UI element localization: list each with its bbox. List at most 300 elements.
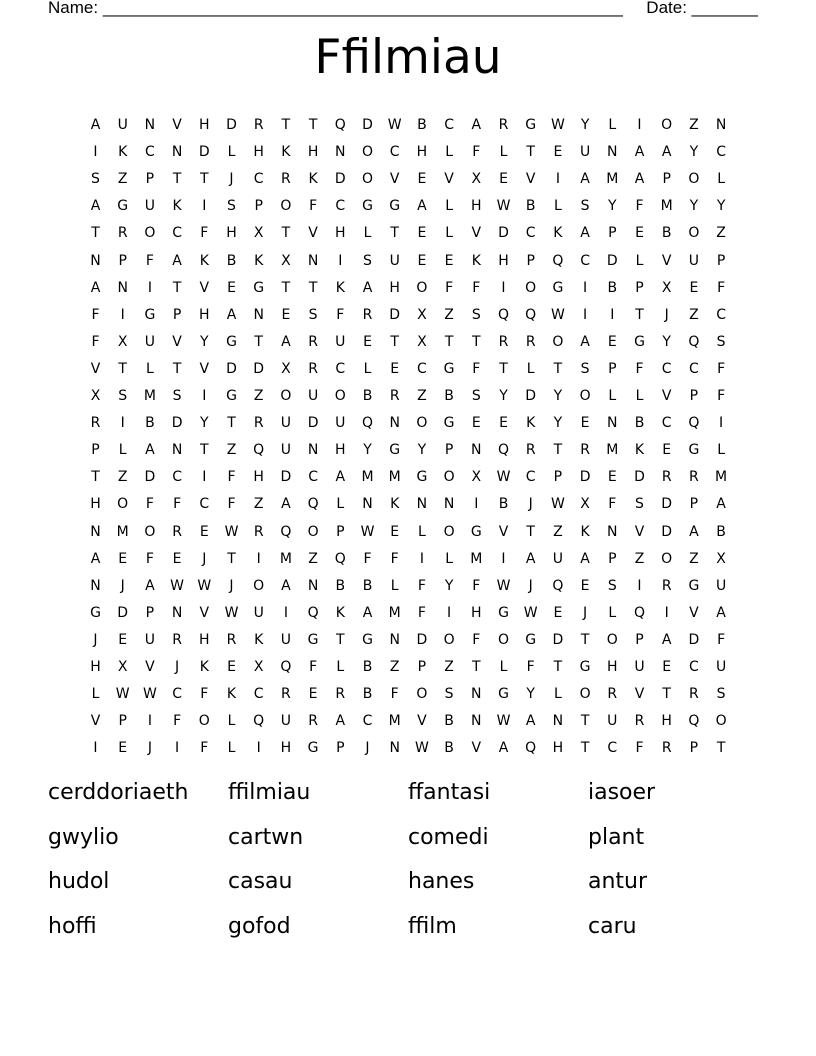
- grid-letter: K: [580, 523, 590, 540]
- grid-letter: L: [635, 388, 644, 404]
- name-blank[interactable]: _______________________________________________________: [102, 0, 623, 17]
- grid-letter: G: [362, 198, 373, 215]
- grid-letter: F: [173, 713, 182, 730]
- grid-letter: H: [498, 252, 509, 269]
- grid-letter: M: [715, 469, 728, 486]
- grid-letter: B: [607, 279, 618, 296]
- grid-letter: E: [227, 279, 236, 296]
- grid-letter: Y: [363, 442, 372, 459]
- grid-letter: R: [281, 171, 291, 188]
- grid-letter: R: [661, 740, 672, 757]
- grid-letter: T: [553, 360, 563, 377]
- grid-letter: A: [498, 740, 509, 757]
- grid-letter: B: [362, 686, 373, 703]
- grid-letter: K: [199, 252, 209, 269]
- grid-letter: A: [525, 550, 536, 567]
- grid-letter: G: [144, 306, 156, 323]
- grid-letter: N: [389, 740, 400, 757]
- grid-letter: K: [634, 442, 645, 459]
- grid-letter: T: [172, 279, 182, 296]
- grid-letter: A: [634, 171, 645, 188]
- grid-letter: O: [497, 631, 510, 648]
- grid-letter: C: [335, 198, 346, 215]
- grid-letter: L: [499, 144, 508, 161]
- grid-letter: L: [227, 713, 236, 730]
- grid-letter: W: [550, 496, 565, 513]
- grid-letter: G: [416, 469, 428, 486]
- grid-letter: V: [471, 225, 482, 242]
- grid-letter: Y: [553, 415, 563, 432]
- grid-letter: Z: [417, 388, 427, 404]
- grid-letter: A: [335, 469, 346, 486]
- grid-letter: O: [416, 279, 428, 296]
- grid-letter: D: [552, 631, 564, 648]
- grid-letter: E: [227, 659, 236, 675]
- grid-letter: R: [607, 686, 618, 703]
- grid-letter: L: [553, 686, 562, 703]
- word-bank-item: cartwn: [228, 824, 304, 850]
- grid-letter: D: [198, 144, 210, 161]
- grid-letter: P: [91, 442, 100, 459]
- grid-letter: V: [172, 333, 182, 350]
- grid-letter: K: [118, 144, 128, 161]
- grid-letter: L: [445, 225, 453, 242]
- grid-letter: J: [202, 550, 207, 567]
- grid-letter: D: [416, 631, 428, 648]
- grid-letter: M: [388, 604, 401, 621]
- grid-letter: Q: [253, 442, 265, 459]
- grid-letter: Z: [253, 496, 264, 513]
- grid-letter: J: [229, 171, 234, 188]
- grid-letter: D: [661, 523, 673, 540]
- grid-letter: S: [91, 171, 100, 188]
- grid-letter: N: [389, 415, 400, 432]
- grid-letter: O: [307, 523, 319, 540]
- grid-letter: F: [145, 496, 154, 513]
- grid-letter: Q: [497, 442, 510, 459]
- grid-letter: P: [417, 659, 427, 675]
- grid-letter: H: [199, 631, 210, 648]
- grid-letter: J: [93, 631, 98, 648]
- grid-letter: B: [634, 415, 645, 432]
- grid-letter: W: [224, 523, 239, 540]
- grid-letter: G: [389, 198, 401, 215]
- grid-letter: B: [226, 252, 237, 269]
- grid-letter: J: [528, 577, 533, 594]
- grid-letter: F: [635, 740, 644, 757]
- grid-letter: H: [307, 144, 319, 161]
- grid-letter: C: [525, 225, 536, 242]
- grid-letter: A: [90, 198, 101, 215]
- date-blank[interactable]: _______: [691, 0, 758, 17]
- grid-letter: G: [498, 686, 509, 703]
- grid-letter: W: [523, 604, 538, 621]
- grid-letter: E: [118, 550, 128, 567]
- grid-letter: T: [172, 171, 182, 188]
- grid-letter: P: [254, 198, 263, 215]
- page-title: Ffilmiau: [314, 30, 502, 85]
- grid-letter: B: [716, 523, 726, 540]
- grid-letter: R: [580, 442, 590, 459]
- grid-letter: U: [552, 550, 564, 567]
- grid-letter: U: [144, 631, 156, 648]
- grid-letter: C: [580, 252, 590, 269]
- grid-letter: I: [610, 306, 615, 323]
- grid-letter: P: [336, 740, 345, 757]
- grid-letter: H: [416, 144, 428, 161]
- grid-letter: R: [525, 442, 536, 459]
- grid-letter: N: [552, 713, 564, 730]
- grid-letter: A: [580, 333, 590, 350]
- grid-letter: Y: [417, 442, 427, 459]
- grid-letter: M: [361, 469, 374, 486]
- grid-letter: N: [307, 252, 319, 269]
- grid-letter: Q: [688, 333, 700, 350]
- grid-letter: A: [335, 713, 346, 730]
- grid-letter: I: [175, 740, 180, 757]
- grid-letter: W: [197, 577, 212, 594]
- grid-letter: G: [579, 659, 591, 675]
- grid-letter: O: [579, 388, 591, 404]
- grid-letter: L: [499, 659, 508, 675]
- grid-letter: N: [171, 144, 183, 161]
- grid-letter: Q: [525, 306, 537, 323]
- grid-letter: R: [172, 631, 182, 648]
- grid-letter: T: [118, 360, 127, 377]
- grid-letter: B: [444, 713, 454, 730]
- grid-letter: Y: [200, 415, 209, 432]
- grid-letter: D: [606, 252, 618, 269]
- grid-letter: U: [389, 252, 400, 269]
- grid-letter: G: [443, 415, 455, 432]
- grid-letter: V: [145, 659, 155, 675]
- grid-letter: R: [253, 523, 264, 540]
- grid-letter: T: [308, 117, 318, 133]
- grid-letter: S: [172, 388, 182, 404]
- grid-letter: F: [91, 333, 100, 350]
- grid-letter: R: [308, 333, 318, 350]
- grid-letter: I: [419, 550, 424, 567]
- grid-letter: X: [117, 659, 128, 675]
- grid-letter: E: [444, 252, 454, 269]
- grid-letter: T: [553, 659, 563, 675]
- grid-letter: L: [553, 198, 562, 215]
- grid-letter: S: [227, 198, 236, 215]
- word-bank-item: ffilm: [408, 913, 457, 939]
- grid-letter: Z: [444, 659, 454, 675]
- grid-letter: F: [227, 496, 236, 513]
- grid-letter: E: [553, 144, 563, 161]
- grid-letter: G: [688, 442, 700, 459]
- grid-letter: T: [499, 360, 508, 377]
- grid-letter: H: [471, 198, 482, 215]
- grid-letter: T: [91, 469, 100, 486]
- grid-letter: Z: [117, 171, 128, 188]
- grid-letter: T: [526, 523, 535, 540]
- grid-letter: M: [606, 442, 619, 459]
- grid-letter: V: [90, 360, 101, 377]
- grid-letter: L: [635, 252, 644, 269]
- grid-letter: T: [254, 333, 263, 350]
- grid-letter: L: [336, 659, 345, 675]
- grid-letter: P: [145, 604, 155, 621]
- grid-letter: P: [689, 740, 699, 757]
- grid-letter: A: [716, 496, 726, 513]
- grid-letter: X: [417, 333, 427, 350]
- grid-letter: Q: [307, 496, 319, 513]
- grid-letter: A: [634, 144, 645, 161]
- grid-letter: R: [689, 686, 699, 703]
- grid-letter: K: [199, 659, 209, 675]
- grid-letter: S: [308, 306, 318, 323]
- grid-letter: T: [526, 144, 535, 161]
- grid-letter: U: [253, 604, 264, 621]
- grid-letter: Y: [553, 388, 563, 404]
- grid-letter: R: [172, 523, 182, 540]
- grid-letter: C: [716, 144, 726, 161]
- grid-letter: H: [471, 604, 482, 621]
- grid-letter: N: [307, 577, 319, 594]
- grid-letter: W: [115, 686, 130, 703]
- grid-letter: X: [716, 550, 726, 567]
- grid-letter: L: [445, 144, 453, 161]
- grid-letter: Z: [308, 550, 318, 567]
- grid-letter: R: [335, 686, 346, 703]
- grid-letter: O: [117, 496, 129, 513]
- grid-letter: S: [716, 333, 726, 350]
- grid-letter: E: [417, 225, 427, 242]
- grid-letter: Q: [307, 604, 319, 621]
- grid-letter: O: [579, 686, 591, 703]
- grid-letter: F: [200, 686, 209, 703]
- grid-letter: M: [470, 550, 483, 567]
- grid-letter: W: [496, 469, 511, 486]
- grid-letter: S: [635, 496, 644, 513]
- grid-letter: P: [118, 252, 127, 269]
- grid-letter: F: [717, 631, 726, 648]
- grid-letter: R: [498, 117, 509, 133]
- grid-letter: I: [93, 144, 98, 161]
- grid-letter: C: [389, 144, 400, 161]
- grid-letter: N: [362, 496, 373, 513]
- grid-letter: G: [90, 604, 101, 621]
- grid-letter: L: [227, 144, 236, 161]
- grid-letter: E: [471, 415, 481, 432]
- grid-letter: K: [281, 144, 291, 161]
- grid-letter: C: [716, 306, 726, 323]
- grid-letter: V: [661, 388, 672, 404]
- grid-letter: H: [90, 496, 101, 513]
- grid-letter: A: [90, 279, 101, 296]
- grid-letter: E: [417, 252, 427, 269]
- grid-letter: W: [224, 604, 239, 621]
- grid-letter: E: [390, 523, 400, 540]
- grid-letter: N: [171, 442, 183, 459]
- grid-letter: P: [553, 469, 563, 486]
- grid-letter: A: [580, 225, 590, 242]
- word-bank: [48, 780, 768, 960]
- grid-letter: P: [145, 171, 155, 188]
- grid-letter: H: [199, 306, 210, 323]
- grid-letter: B: [661, 225, 672, 242]
- grid-letter: Q: [688, 713, 700, 730]
- grid-letter: W: [142, 686, 157, 703]
- grid-letter: F: [417, 577, 426, 594]
- grid-letter: N: [335, 144, 346, 161]
- grid-letter: M: [279, 550, 292, 567]
- grid-letter: U: [144, 198, 156, 215]
- grid-letter: J: [664, 306, 669, 323]
- grid-letter: F: [309, 659, 318, 675]
- grid-letter: Z: [689, 117, 699, 133]
- grid-letter: U: [117, 117, 128, 133]
- grid-letter: I: [256, 550, 261, 567]
- grid-letter: A: [172, 252, 182, 269]
- grid-letter: C: [661, 415, 672, 432]
- grid-letter: X: [253, 659, 264, 675]
- grid-letter: O: [661, 117, 673, 133]
- grid-letter: C: [172, 686, 182, 703]
- grid-letter: R: [661, 469, 672, 486]
- grid-letter: Y: [689, 144, 699, 161]
- grid-letter: P: [118, 713, 127, 730]
- grid-letter: F: [472, 360, 481, 377]
- grid-letter: U: [280, 631, 292, 648]
- grid-letter: X: [661, 279, 672, 296]
- grid-letter: W: [550, 117, 565, 133]
- grid-letter: A: [362, 279, 373, 296]
- grid-letter: D: [334, 171, 346, 188]
- grid-letter: D: [253, 360, 265, 377]
- grid-letter: W: [360, 523, 375, 540]
- grid-letter: T: [553, 442, 563, 459]
- grid-letter: X: [281, 252, 291, 269]
- grid-letter: P: [662, 171, 671, 188]
- grid-letter: A: [525, 713, 536, 730]
- grid-letter: B: [335, 577, 346, 594]
- grid-letter: I: [147, 713, 152, 730]
- grid-letter: T: [662, 686, 671, 703]
- grid-letter: I: [501, 279, 506, 296]
- grid-letter: I: [501, 550, 506, 567]
- grid-letter: F: [200, 225, 209, 242]
- grid-letter: E: [689, 279, 699, 296]
- grid-letter: V: [199, 279, 210, 296]
- grid-letter: Q: [688, 415, 700, 432]
- grid-letter: U: [144, 333, 156, 350]
- grid-letter: A: [580, 171, 590, 188]
- grid-letter: M: [606, 171, 619, 188]
- grid-letter: R: [362, 306, 373, 323]
- grid-letter: V: [661, 252, 672, 269]
- grid-letter: P: [608, 550, 617, 567]
- grid-letter: D: [226, 360, 237, 377]
- grid-letter: N: [607, 415, 618, 432]
- grid-letter: O: [661, 550, 673, 567]
- grid-letter: F: [472, 279, 481, 296]
- grid-letter: F: [717, 360, 726, 377]
- grid-letter: T: [580, 713, 590, 730]
- grid-letter: M: [388, 469, 401, 486]
- grid-letter: D: [226, 117, 237, 133]
- grid-letter: K: [254, 631, 264, 648]
- grid-letter: I: [120, 306, 125, 323]
- grid-letter: R: [281, 686, 291, 703]
- grid-letter: A: [362, 604, 373, 621]
- grid-letter: T: [281, 117, 291, 133]
- grid-letter: R: [308, 713, 318, 730]
- grid-letter: M: [660, 198, 673, 215]
- grid-letter: U: [280, 713, 292, 730]
- grid-letter: R: [389, 388, 400, 404]
- grid-letter: N: [607, 523, 618, 540]
- grid-letter: C: [444, 117, 454, 133]
- grid-letter: T: [91, 225, 100, 242]
- grid-letter: D: [362, 117, 373, 133]
- grid-letter: L: [118, 442, 127, 459]
- grid-letter: F: [390, 550, 399, 567]
- grid-letter: B: [362, 388, 373, 404]
- grid-letter: N: [307, 442, 319, 459]
- grid-letter: N: [416, 496, 428, 513]
- grid-letter: D: [688, 631, 700, 648]
- grid-letter: I: [637, 117, 642, 133]
- grid-letter: U: [335, 333, 346, 350]
- grid-letter: O: [688, 171, 700, 188]
- grid-letter: K: [390, 496, 400, 513]
- grid-letter: A: [145, 577, 155, 594]
- grid-letter: O: [443, 523, 455, 540]
- grid-letter: I: [664, 604, 669, 621]
- grid-letter: C: [145, 144, 155, 161]
- grid-letter: P: [635, 631, 644, 648]
- grid-letter: H: [253, 144, 264, 161]
- grid-letter: U: [688, 252, 700, 269]
- grid-letter: N: [471, 686, 482, 703]
- grid-letter: R: [253, 415, 264, 432]
- grid-letter: N: [471, 713, 482, 730]
- grid-letter: T: [336, 631, 345, 648]
- grid-letter: L: [526, 360, 535, 377]
- grid-letter: T: [716, 740, 726, 757]
- grid-letter: I: [283, 604, 288, 621]
- grid-letter: U: [579, 144, 591, 161]
- grid-letter: V: [308, 225, 318, 242]
- grid-letter: P: [635, 279, 644, 296]
- grid-letter: Q: [525, 740, 537, 757]
- word-bank-item: ffantasi: [408, 780, 491, 805]
- grid-letter: H: [90, 659, 101, 675]
- grid-letter: B: [498, 496, 509, 513]
- grid-letter: A: [90, 117, 101, 133]
- grid-letter: T: [390, 225, 399, 242]
- grid-letter: I: [120, 415, 125, 432]
- grid-letter: E: [118, 631, 128, 648]
- grid-letter: B: [525, 198, 536, 215]
- grid-letter: K: [526, 415, 536, 432]
- grid-letter: R: [689, 469, 699, 486]
- grid-letter: Y: [499, 388, 508, 404]
- grid-letter: B: [444, 740, 454, 757]
- grid-letter: E: [281, 306, 291, 323]
- grid-letter: V: [389, 171, 400, 188]
- grid-letter: C: [253, 171, 264, 188]
- grid-letter: T: [390, 333, 399, 350]
- grid-letter: Q: [334, 550, 346, 567]
- grid-letter: A: [90, 550, 101, 567]
- grid-letter: Q: [552, 577, 564, 594]
- grid-letter: P: [689, 388, 699, 404]
